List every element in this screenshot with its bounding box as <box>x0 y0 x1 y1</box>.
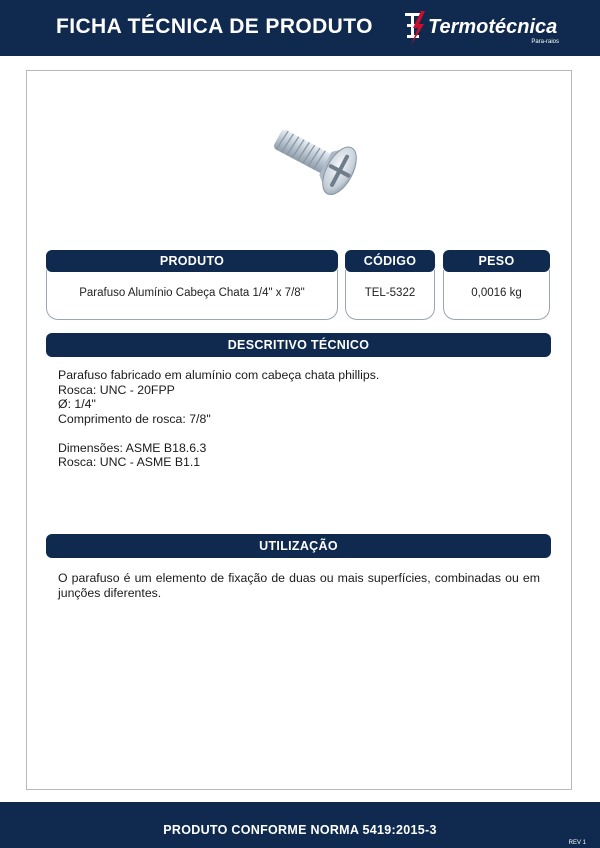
document-title: FICHA TÉCNICA DE PRODUTO <box>56 15 373 38</box>
norma-text: PRODUTO CONFORME NORMA 5419:2015-3 <box>163 823 437 837</box>
produto-header: PRODUTO <box>46 250 338 272</box>
brand-name: Termotécnica <box>428 16 558 38</box>
brand-tagline: Para-raios <box>531 39 559 45</box>
descritivo-line: Dimensões: ASME B18.6.3 <box>58 440 207 455</box>
descritivo-line: Rosca: UNC - ASME B1.1 <box>58 455 201 469</box>
codigo-header: CÓDIGO <box>345 250 435 272</box>
screw-image <box>262 110 372 210</box>
revision-label: REV 1 <box>568 840 586 846</box>
descritivo-line: Parafuso fabricado em alumínio com cabeça chata phillips. <box>58 368 380 382</box>
peso-header: PESO <box>443 250 550 272</box>
descritivo-line: Rosca: UNC - 20FPP <box>58 382 175 397</box>
peso-value: 0,0016 kg <box>443 270 550 320</box>
descritivo-line: Ø: 1/4" <box>58 397 96 411</box>
descritivo-header: DESCRITIVO TÉCNICO <box>46 333 551 357</box>
utilizacao-text: O parafuso é um elemento de fixação de duas ou mais superfícies, combinadas ou em junções diferentes. <box>58 571 540 600</box>
produto-value: Parafuso Alumínio Cabeça Chata 1/4" x 7/8" <box>46 270 338 320</box>
descritivo-line <box>58 426 538 441</box>
descritivo-line: Comprimento de rosca: 7/8" <box>58 411 211 426</box>
descritivo-text <box>58 368 538 470</box>
header-bar <box>0 0 600 56</box>
brand-logo-icon <box>404 10 426 46</box>
footer-bar <box>0 802 600 848</box>
brand <box>404 10 594 48</box>
codigo-value: TEL-5322 <box>345 270 435 320</box>
utilizacao-header: UTILIZAÇÃO <box>46 534 551 558</box>
